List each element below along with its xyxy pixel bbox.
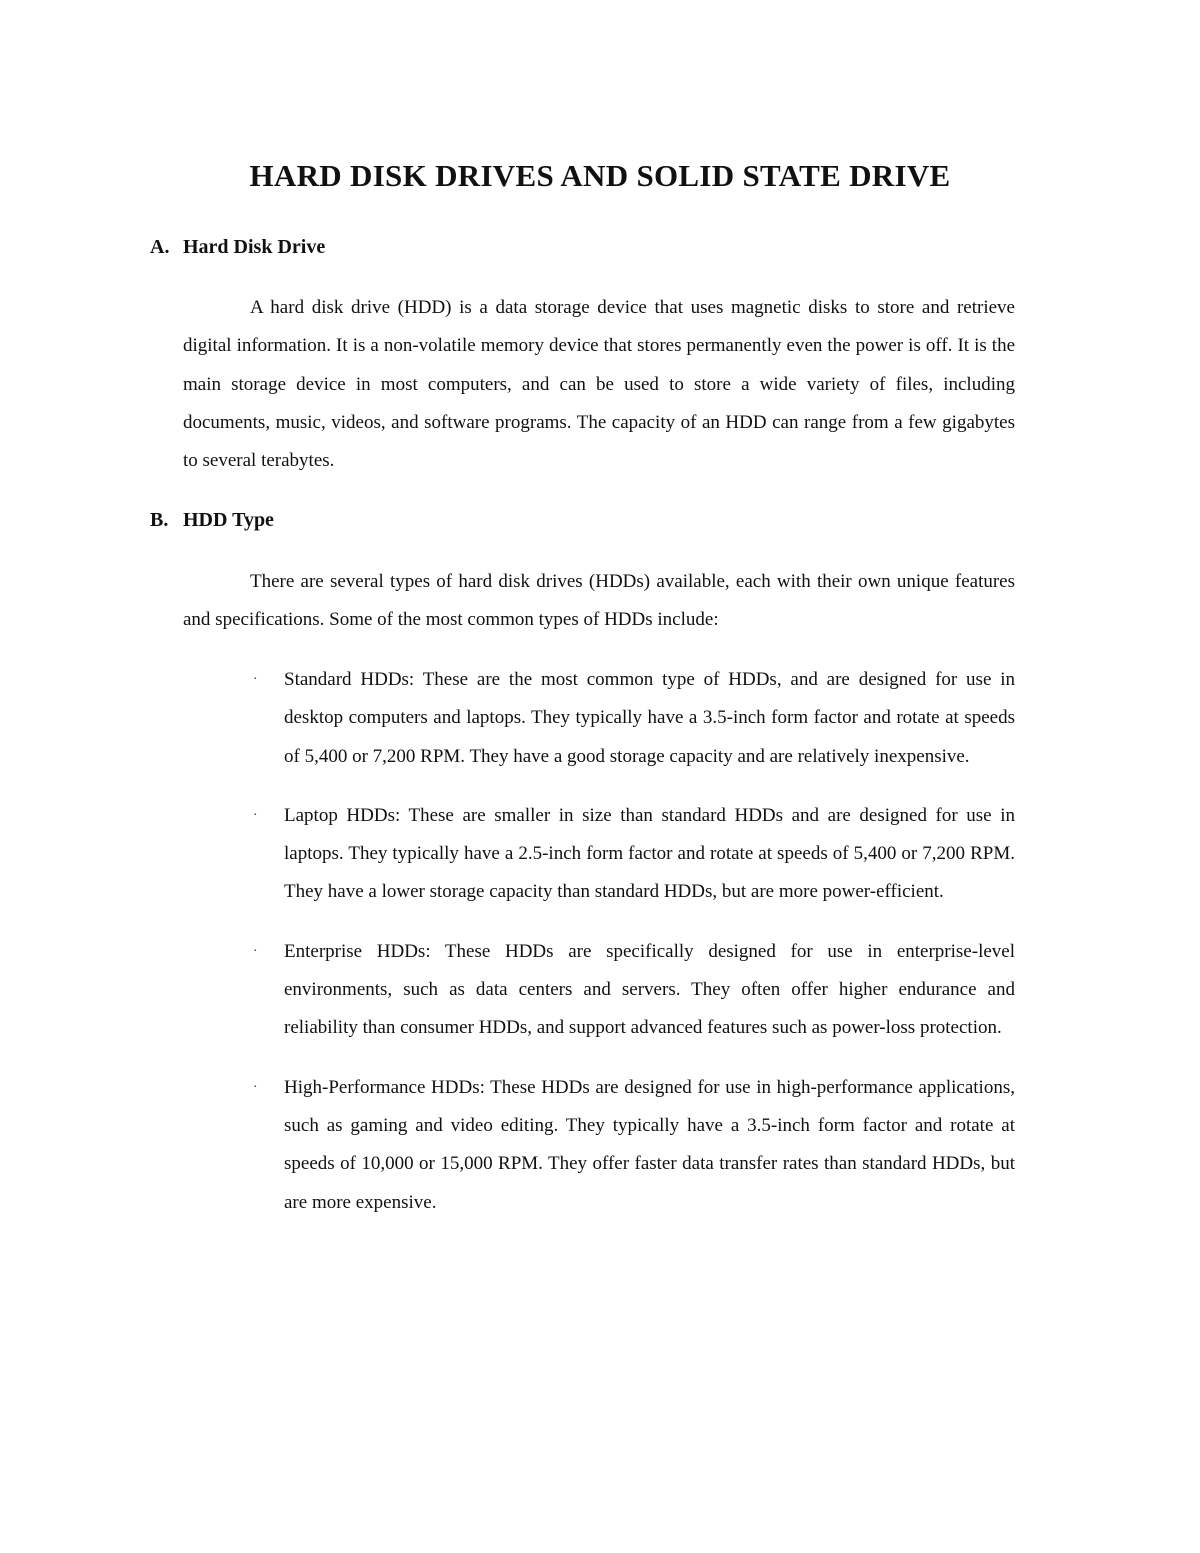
section-heading-hdd-type (150, 509, 274, 532)
section-title: HDD Type (183, 509, 274, 531)
list-item-high-performance-hdds (250, 1069, 1015, 1222)
document-title: HARD DISK DRIVES AND SOLID STATE DRIVE (249, 158, 951, 193)
paragraph-hard-disk-drive: A hard disk drive (HDD) is a data storage device that uses magnetic disks to store and retrieve digital information. It is a non-volatile memory device that stores permanently even the power is off. It is the main storage device in most computers, and can be used to store a wide variety of files, including documents, music, videos, and software programs. The capacity of an HDD can range from a few gigabytes to several terabytes. (183, 297, 1015, 472)
list-item-enterprise-hdds (250, 933, 1015, 1048)
section-letter: A. (150, 236, 170, 258)
bullet-dot-icon: · (253, 1079, 258, 1095)
list-item-text: High-Performance HDDs: These HDDs are designed for use in high-performance applications, such as gaming and video editing. They typically have a 3.5-inch form factor and rotate at speeds of 10,000 or 15,000 RPM. They offer faster data transfer rates than standard HDDs, but are more expensive. (284, 1076, 1015, 1213)
list-item-standard-hdds (250, 661, 1015, 776)
hdd-types-list (250, 661, 1015, 1243)
bullet-dot-icon: · (253, 943, 258, 959)
section-title: Hard Disk Drive (183, 236, 326, 258)
list-item-text: Standard HDDs: These are the most common type of HDDs, and are designed for use in desktop computers and laptops. They typically have a 3.5-inch form factor and rotate at speeds of 5,400 or 7,200 RPM. They have a good storage capacity and are relatively inexpensive. (284, 669, 1015, 767)
list-item-text: Laptop HDDs: These are smaller in size than standard HDDs and are designed for use in laptops. They typically have a 2.5-inch form factor and rotate at speeds of 5,400 or 7,200 RPM. They have a lower storage capacity than standard HDDs, but are more power-efficient. (284, 804, 1015, 903)
list-item-text: Enterprise HDDs: These HDDs are specifically designed for use in enterprise-level environments, such as data centers and servers. They often offer higher endurance and reliability than consumer HDDs, and support advanced features such as power-loss protection. (284, 940, 1015, 1039)
paragraph-hdd-type: There are several types of hard disk drives (HDDs) available, each with their own unique features and specifications. Some of the most common types of HDDs include: (183, 571, 1015, 631)
section-heading-hard-disk-drive (150, 236, 325, 259)
bullet-dot-icon: · (253, 807, 258, 823)
bullet-dot-icon: · (253, 672, 258, 687)
list-item-laptop-hdds (250, 797, 1015, 912)
section-letter: B. (150, 509, 169, 531)
